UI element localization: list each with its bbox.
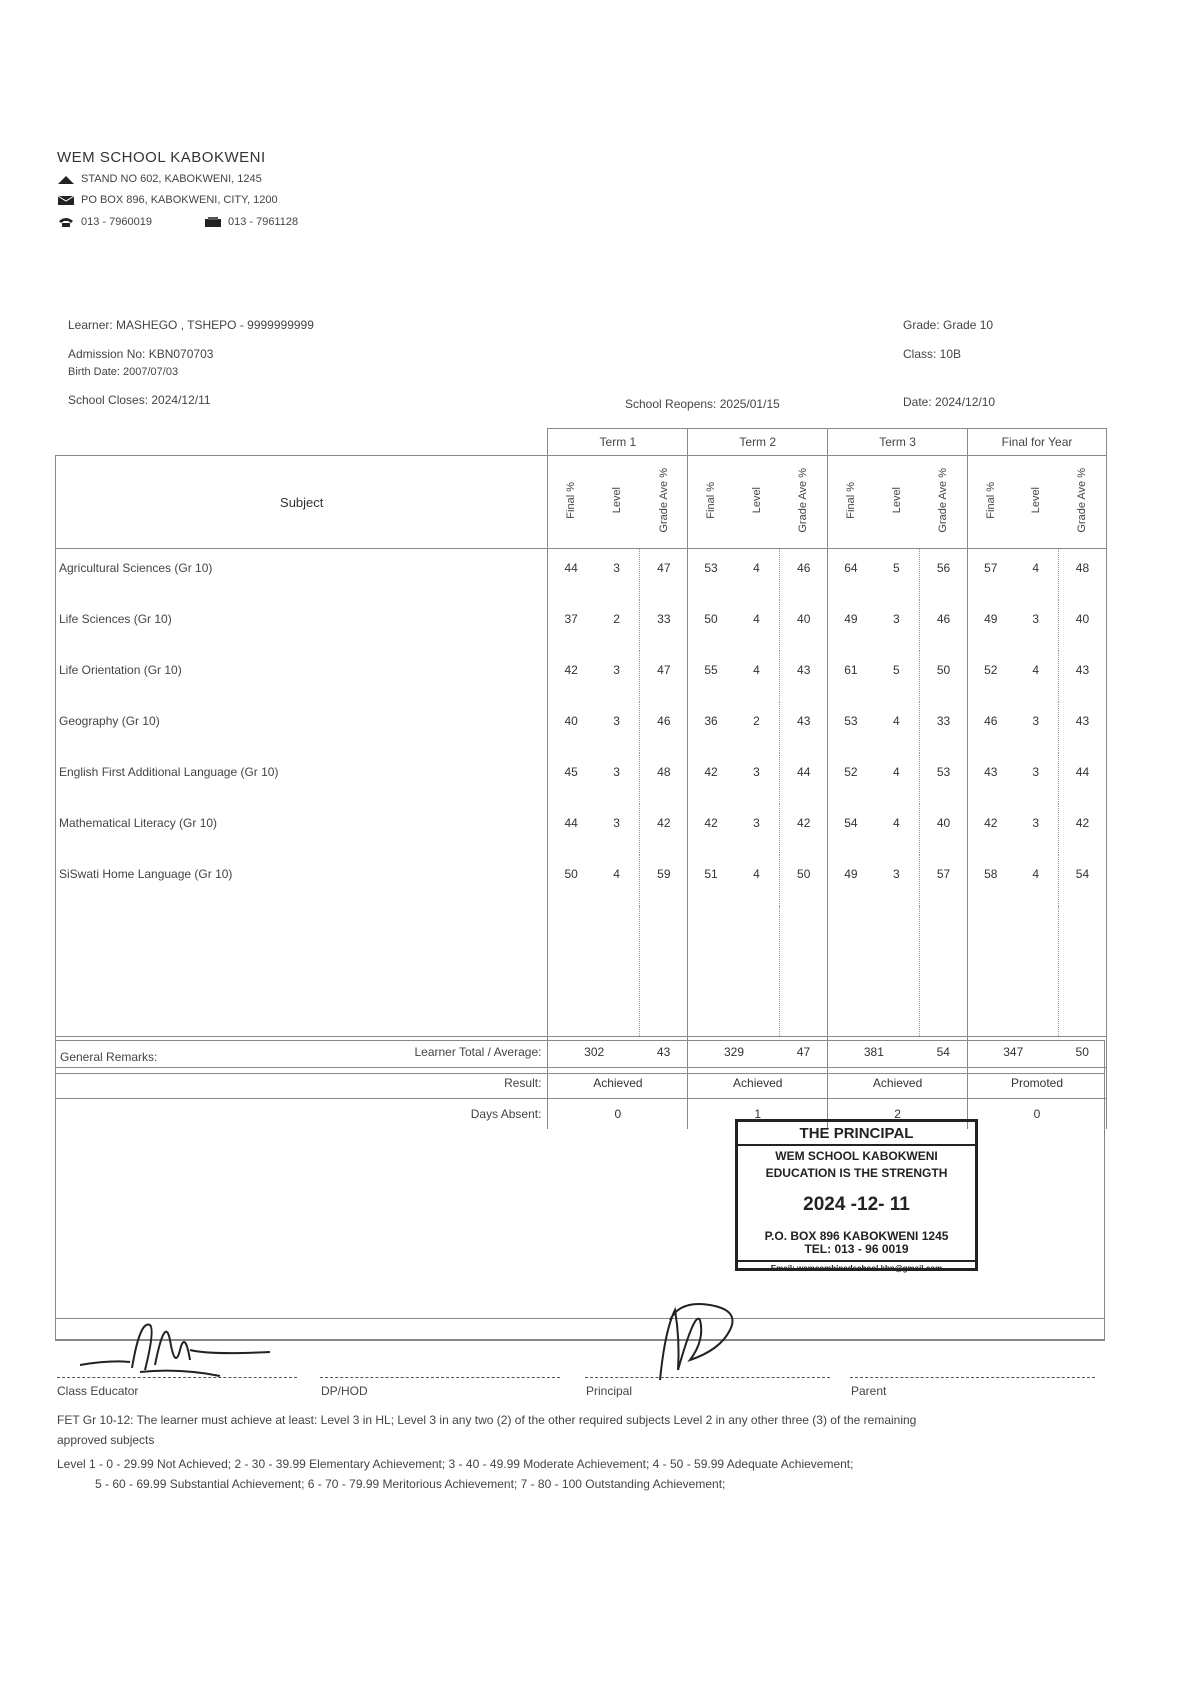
final-pct-cell: 42	[548, 651, 594, 702]
grade-ave-cell: 48	[1058, 549, 1106, 601]
final-absent: 0	[968, 1099, 1107, 1130]
final-pct-cell: 37	[548, 600, 594, 651]
school-fax: 013 - 7961128	[227, 216, 299, 228]
grade-ave-cell: 40	[920, 804, 968, 855]
level-cell: 2	[594, 600, 640, 651]
term2-absent: 1	[688, 1099, 828, 1130]
grade-ave-cell: 43	[780, 651, 828, 702]
principal-label: Principal	[586, 1384, 633, 1398]
final-pct-cell: 53	[688, 549, 734, 601]
final-pct-cell: 49	[828, 600, 874, 651]
subject-name: English First Additional Language (Gr 10)	[56, 753, 548, 804]
result-label: Result:	[56, 1068, 548, 1099]
final-pct-header: Final %	[565, 482, 578, 519]
parent-label: Parent	[851, 1384, 887, 1398]
grade-ave-cell: 43	[780, 702, 828, 753]
term1-total: 302	[548, 1037, 640, 1068]
final-pct-cell: 51	[688, 855, 734, 906]
level-cell: 3	[1013, 804, 1058, 855]
final-pct-cell: 50	[688, 600, 734, 651]
subject-row	[56, 651, 1107, 702]
grade-ave-cell: 43	[1058, 651, 1106, 702]
final-pct-cell: 42	[688, 804, 734, 855]
term3-result: Achieved	[828, 1068, 968, 1099]
grade-ave-cell: 33	[640, 600, 688, 651]
fax-icon	[204, 217, 222, 228]
stamp-date: 2024 -12- 11	[803, 1194, 910, 1215]
grade-ave-header: Grade Ave %	[1076, 468, 1089, 533]
final-pct-cell: 57	[968, 549, 1014, 601]
phone-icon	[57, 217, 75, 228]
final-pct-cell: 55	[688, 651, 734, 702]
grade-ave-header: Grade Ave %	[937, 468, 950, 533]
term2-average: 47	[780, 1037, 828, 1068]
grade-ave-cell: 47	[640, 651, 688, 702]
subject-header: Subject	[56, 456, 548, 549]
level-cell: 3	[1013, 600, 1058, 651]
grade: Grade: Grade 10	[903, 318, 994, 332]
grade-ave-cell: 56	[920, 549, 968, 601]
final-pct-cell: 36	[688, 702, 734, 753]
subject-name: SiSwati Home Language (Gr 10)	[56, 855, 548, 906]
stamp-box: P.O. BOX 896 KABOKWENI 1245	[764, 1229, 949, 1243]
school-phone: 013 - 7960019	[81, 216, 152, 228]
final-pct-header: Final %	[984, 482, 997, 519]
level-cell: 4	[1013, 855, 1058, 906]
grade-ave-header: Grade Ave %	[657, 468, 670, 533]
level-cell: 5	[874, 651, 920, 702]
grade-ave-cell: 44	[1058, 753, 1106, 804]
term1-result: Achieved	[548, 1068, 688, 1099]
final-pct-header: Final %	[705, 482, 718, 519]
final-pct-cell: 52	[828, 753, 874, 804]
subject-row	[56, 855, 1107, 906]
level-cell: 3	[1013, 702, 1058, 753]
mail-icon	[57, 195, 75, 206]
subject-row	[56, 804, 1107, 855]
level-header: Level	[890, 487, 903, 514]
grade-ave-header: Grade Ave %	[797, 468, 810, 533]
final-pct-header: Final %	[844, 482, 857, 519]
school-name: WEM SCHOOL KABOKWENI	[57, 149, 266, 166]
final-pct-cell: 49	[828, 855, 874, 906]
subject-name: Geography (Gr 10)	[56, 702, 548, 753]
term-2-header: Term 2	[688, 429, 828, 456]
grade-ave-cell: 43	[1058, 702, 1106, 753]
level-cell: 4	[734, 651, 780, 702]
grade-ave-cell: 42	[1058, 804, 1106, 855]
grade-ave-cell: 48	[640, 753, 688, 804]
grade-ave-cell: 50	[780, 855, 828, 906]
grade-ave-cell: 54	[1058, 855, 1106, 906]
grade-ave-cell: 42	[640, 804, 688, 855]
subject-name: Mathematical Literacy (Gr 10)	[56, 804, 548, 855]
admission-no: Admission No: KBN070703	[68, 347, 214, 361]
general-remarks-label: General Remarks:	[60, 1050, 158, 1064]
final-pct-cell: 61	[828, 651, 874, 702]
final-pct-cell: 43	[968, 753, 1014, 804]
level-cell: 5	[874, 549, 920, 601]
level-cell: 4	[1013, 651, 1058, 702]
final-year-header: Final for Year	[968, 429, 1107, 456]
class-educator-label: Class Educator	[57, 1384, 139, 1398]
final-pct-cell: 42	[968, 804, 1014, 855]
final-pct-cell: 45	[548, 753, 594, 804]
term3-absent: 2	[828, 1099, 968, 1130]
grade-ave-cell: 57	[920, 855, 968, 906]
final-pct-cell: 53	[828, 702, 874, 753]
empty-filler-row	[56, 906, 1107, 1037]
final-pct-cell: 50	[548, 855, 594, 906]
school-postal: PO BOX 896, KABOKWENI, CITY, 1200	[81, 194, 278, 206]
final-pct-cell: 42	[688, 753, 734, 804]
level-cell: 4	[734, 549, 780, 601]
total-average-label: Learner Total / Average:	[56, 1037, 548, 1068]
term-1-header: Term 1	[548, 429, 688, 456]
final-pct-cell: 46	[968, 702, 1014, 753]
principal-rule	[585, 1377, 830, 1378]
grade-ave-cell: 46	[920, 600, 968, 651]
grade-ave-cell: 46	[640, 702, 688, 753]
grade-ave-cell: 33	[920, 702, 968, 753]
stamp-title: THE PRINCIPAL	[738, 1125, 975, 1146]
level-header: Level	[610, 487, 623, 514]
level-legend-continued: 5 - 60 - 69.99 Substantial Achievement; 6 - 70 - 79.99 Meritorious Achievement; 7 - 80 - 100 Outstanding Achievement;	[95, 1477, 726, 1491]
level-cell: 3	[1013, 753, 1058, 804]
final-average: 50	[1058, 1037, 1106, 1068]
subject-name: Life Sciences (Gr 10)	[56, 600, 548, 651]
final-pct-cell: 58	[968, 855, 1014, 906]
dp-hod-label: DP/HOD	[321, 1384, 368, 1398]
term3-average: 54	[920, 1037, 968, 1068]
marks-table	[55, 428, 1107, 1129]
term3-total: 381	[828, 1037, 920, 1068]
level-cell: 3	[734, 753, 780, 804]
class-educator-rule	[57, 1377, 297, 1378]
remarks-divider	[55, 1073, 1105, 1074]
level-header: Level	[1029, 487, 1042, 514]
final-pct-cell: 64	[828, 549, 874, 601]
principal-signature	[640, 1290, 760, 1390]
school-address: STAND NO 602, KABOKWENI, 1245	[81, 173, 262, 185]
fet-rule-continued: approved subjects	[57, 1433, 155, 1447]
level-cell: 4	[734, 855, 780, 906]
house-icon	[57, 174, 75, 185]
days-absent-label: Days Absent:	[56, 1099, 548, 1130]
fet-rule: FET Gr 10-12: The learner must achieve at least: Level 3 in HL; Level 3 in any two (2) of the other required subjects Level 2 in any other three (3) of the remaining	[57, 1413, 917, 1427]
level-cell: 3	[594, 753, 640, 804]
subject-row	[56, 549, 1107, 601]
dp-hod-rule	[320, 1377, 560, 1378]
final-pct-cell: 54	[828, 804, 874, 855]
stamp-email: Email: wemcombinedschool.kbn@gmail.com	[738, 1260, 975, 1273]
level-cell: 4	[874, 753, 920, 804]
grade-ave-cell: 42	[780, 804, 828, 855]
subject-name: Agricultural Sciences (Gr 10)	[56, 549, 548, 601]
level-cell: 4	[594, 855, 640, 906]
stamp-motto: EDUCATION IS THE STRENGTH	[765, 1166, 948, 1180]
final-pct-cell: 52	[968, 651, 1014, 702]
level-cell: 2	[734, 702, 780, 753]
subject-row	[56, 702, 1107, 753]
stamp-tel: TEL: 013 - 96 0019	[804, 1242, 909, 1256]
grade-ave-cell: 46	[780, 549, 828, 601]
school-postal-line	[57, 194, 278, 206]
term-header-row	[56, 429, 1107, 456]
term1-average: 43	[640, 1037, 688, 1068]
level-cell: 3	[874, 600, 920, 651]
term2-result: Achieved	[688, 1068, 828, 1099]
learner-name: Learner: MASHEGO , TSHEPO - 9999999999	[68, 318, 314, 332]
level-cell: 3	[734, 804, 780, 855]
final-pct-cell: 40	[548, 702, 594, 753]
subject-row	[56, 600, 1107, 651]
school-reopens: School Reopens: 2025/01/15	[625, 397, 780, 411]
stamp-school: WEM SCHOOL KABOKWENI	[775, 1149, 938, 1163]
level-cell: 3	[594, 549, 640, 601]
school-closes: School Closes: 2024/12/11	[68, 393, 211, 407]
final-pct-cell: 44	[548, 804, 594, 855]
grade-ave-cell: 59	[640, 855, 688, 906]
birth-date: Birth Date: 2007/07/03	[68, 366, 179, 378]
level-cell: 3	[874, 855, 920, 906]
term2-total: 329	[688, 1037, 780, 1068]
report-date: Date: 2024/12/10	[903, 395, 996, 409]
subject-name: Life Orientation (Gr 10)	[56, 651, 548, 702]
grade-ave-cell: 50	[920, 651, 968, 702]
class-educator-signature	[70, 1310, 300, 1390]
level-legend: Level 1 - 0 - 29.99 Not Achieved; 2 - 30 - 39.99 Elementary Achievement; 3 - 40 - 49.99 Moderate Achievement; 4 - 50 - 59.99 Adequate Achievement;	[57, 1457, 854, 1471]
class: Class: 10B	[903, 347, 962, 361]
grade-ave-cell: 53	[920, 753, 968, 804]
final-result: Promoted	[968, 1068, 1107, 1099]
level-cell: 3	[594, 651, 640, 702]
level-cell: 4	[734, 600, 780, 651]
level-header: Level	[750, 487, 763, 514]
final-pct-cell: 44	[548, 549, 594, 601]
final-total: 347	[968, 1037, 1059, 1068]
term-3-header: Term 3	[828, 429, 968, 456]
column-header-row	[56, 456, 1107, 549]
final-pct-cell: 49	[968, 600, 1014, 651]
grade-ave-cell: 40	[1058, 600, 1106, 651]
level-cell: 3	[594, 804, 640, 855]
level-cell: 3	[594, 702, 640, 753]
level-cell: 4	[874, 804, 920, 855]
grade-ave-cell: 40	[780, 600, 828, 651]
principal-stamp	[735, 1119, 978, 1271]
level-cell: 4	[874, 702, 920, 753]
parent-rule	[850, 1377, 1095, 1378]
subject-row	[56, 753, 1107, 804]
school-phone-line	[57, 216, 298, 228]
grade-ave-cell: 47	[640, 549, 688, 601]
grade-ave-cell: 44	[780, 753, 828, 804]
term1-absent: 0	[548, 1099, 688, 1130]
school-address-line	[57, 173, 262, 185]
level-cell: 4	[1013, 549, 1058, 601]
